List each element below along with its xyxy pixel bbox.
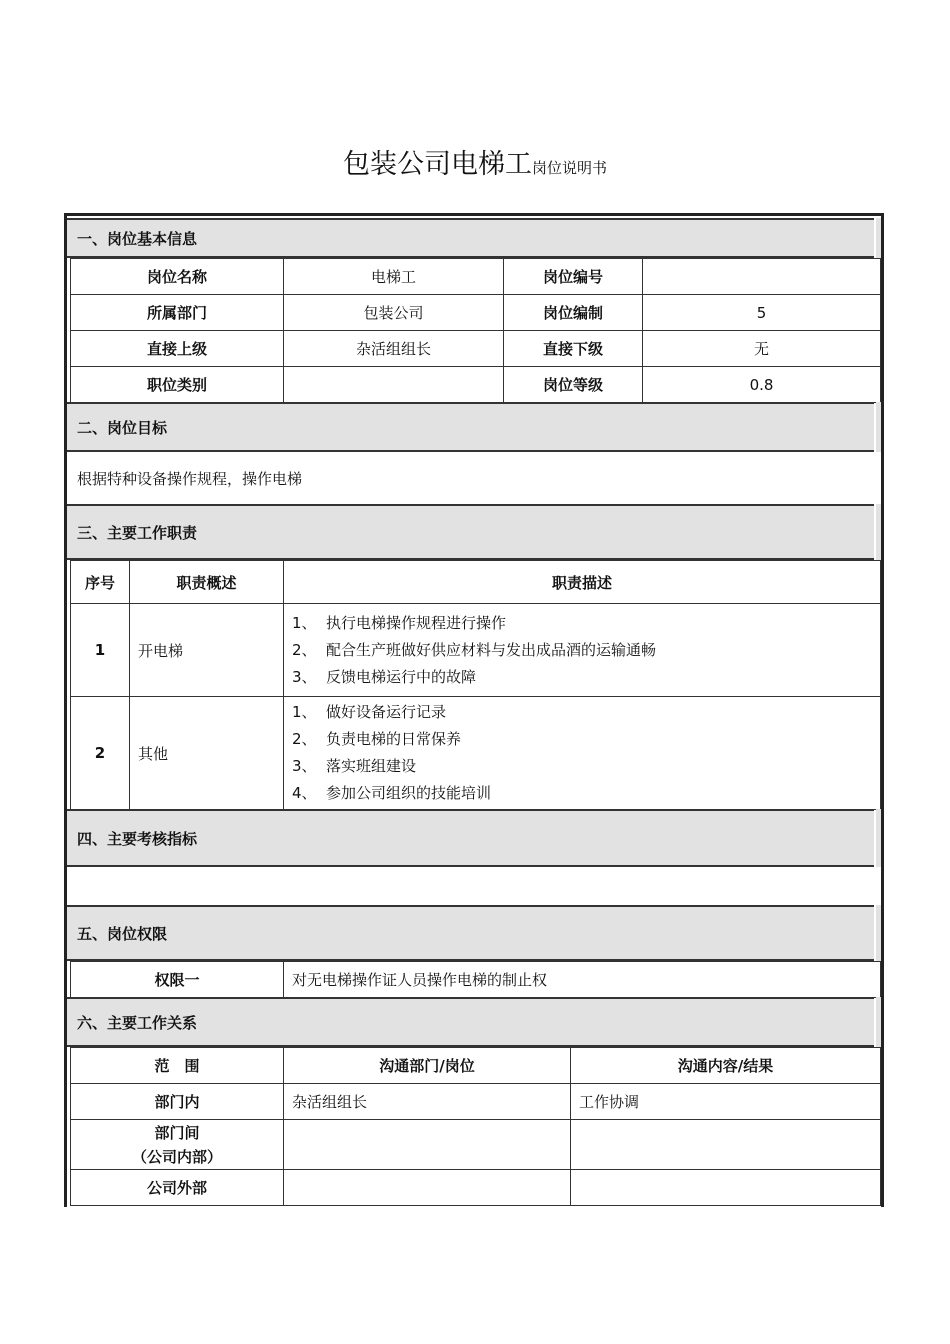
table-row bbox=[71, 604, 881, 697]
dept-cell bbox=[284, 1120, 571, 1170]
section-relations-header bbox=[67, 997, 874, 1047]
duty-summary: 开电梯 bbox=[130, 604, 284, 697]
dept-cell: 杂活组组长 bbox=[284, 1084, 571, 1120]
section-title: 一、岗位基本信息 bbox=[77, 229, 198, 248]
list-item: 1、 执行电梯操作规程进行操作 bbox=[292, 613, 507, 632]
section-basic-info-header bbox=[67, 218, 874, 258]
value-cell: 无 bbox=[643, 331, 881, 367]
header-cell: 序号 bbox=[71, 561, 130, 604]
table-row bbox=[71, 259, 881, 295]
section-title: 三、主要工作职责 bbox=[77, 523, 198, 542]
label-cell: 直接上级 bbox=[71, 331, 284, 367]
authority-label: 权限一 bbox=[71, 962, 284, 998]
list-item: 2、 负责电梯的日常保养 bbox=[292, 730, 462, 748]
value-cell bbox=[643, 259, 881, 295]
content-cell: 工作协调 bbox=[571, 1084, 881, 1120]
value-cell: 包装公司 bbox=[284, 295, 504, 331]
section-title: 六、主要工作关系 bbox=[77, 1013, 198, 1032]
header-cell: 沟通内容/结果 bbox=[571, 1048, 881, 1084]
title-main: 包装公司电梯工 bbox=[342, 149, 532, 180]
row-number: 2 bbox=[71, 697, 130, 810]
table-row bbox=[71, 1084, 881, 1120]
value-cell: 电梯工 bbox=[284, 259, 504, 295]
table-row bbox=[71, 962, 881, 998]
scope-line: （公司内部） bbox=[131, 1147, 222, 1166]
duty-description bbox=[284, 604, 881, 697]
list-item: 3、 落实班组建设 bbox=[292, 757, 417, 775]
table-row bbox=[71, 331, 881, 367]
scope-cell: 部门内 bbox=[71, 1084, 284, 1120]
table-header-row bbox=[71, 561, 881, 604]
content-cell bbox=[571, 1120, 881, 1170]
table-row bbox=[71, 295, 881, 331]
table-row bbox=[71, 1120, 881, 1170]
dept-cell bbox=[284, 1170, 571, 1206]
value-cell: 杂活组组长 bbox=[284, 331, 504, 367]
header-cell: 沟通部门/岗位 bbox=[284, 1048, 571, 1084]
label-cell: 职位类别 bbox=[71, 367, 284, 403]
relations-table bbox=[70, 1047, 881, 1206]
section-duties-header bbox=[67, 504, 874, 560]
authority-value: 对无电梯操作证人员操作电梯的制止权 bbox=[284, 962, 881, 998]
duty-description bbox=[284, 697, 881, 810]
section-title: 二、岗位目标 bbox=[77, 418, 168, 437]
kpi-box bbox=[67, 867, 874, 905]
table-row bbox=[71, 1170, 881, 1206]
label-cell: 岗位编号 bbox=[504, 259, 643, 295]
value-cell: 0.8 bbox=[643, 367, 881, 403]
section-title: 四、主要考核指标 bbox=[77, 829, 198, 848]
section-goal-header bbox=[67, 402, 874, 452]
label-cell: 岗位等级 bbox=[504, 367, 643, 403]
row-number: 1 bbox=[71, 604, 130, 697]
page-title bbox=[0, 142, 950, 181]
scope-cell bbox=[71, 1120, 284, 1170]
content-cell bbox=[571, 1170, 881, 1206]
list-item: 4、 参加公司组织的技能培训 bbox=[292, 784, 492, 802]
scope-line: 部门间 bbox=[154, 1123, 200, 1142]
table-header-row bbox=[71, 1048, 881, 1084]
goal-text: 根据特种设备操作规程，操作电梯 bbox=[77, 470, 303, 488]
table-row bbox=[71, 697, 881, 810]
section-authority-header bbox=[67, 905, 874, 961]
list-item: 3、 反馈电梯运行中的故障 bbox=[292, 667, 477, 686]
label-cell: 直接下级 bbox=[504, 331, 643, 367]
header-cell: 职责描述 bbox=[284, 561, 881, 604]
section-kpi-header bbox=[67, 809, 874, 867]
label-cell: 所属部门 bbox=[71, 295, 284, 331]
title-sub: 岗位说明书 bbox=[531, 159, 607, 177]
duties-table bbox=[70, 560, 881, 810]
value-cell: 5 bbox=[643, 295, 881, 331]
duty-summary: 其他 bbox=[130, 697, 284, 810]
scope-cell: 公司外部 bbox=[71, 1170, 284, 1206]
authority-table bbox=[70, 961, 881, 998]
basic-info-table bbox=[70, 258, 881, 403]
header-cell: 职责概述 bbox=[130, 561, 284, 604]
value-cell bbox=[284, 367, 504, 403]
list-item: 1、 做好设备运行记录 bbox=[292, 703, 447, 721]
table-row bbox=[71, 367, 881, 403]
label-cell: 岗位名称 bbox=[71, 259, 284, 295]
label-cell: 岗位编制 bbox=[504, 295, 643, 331]
section-title: 五、岗位权限 bbox=[77, 924, 168, 943]
header-cell: 范 围 bbox=[71, 1048, 284, 1084]
list-item: 2、 配合生产班做好供应材料与发出成品酒的运输通畅 bbox=[292, 640, 657, 659]
